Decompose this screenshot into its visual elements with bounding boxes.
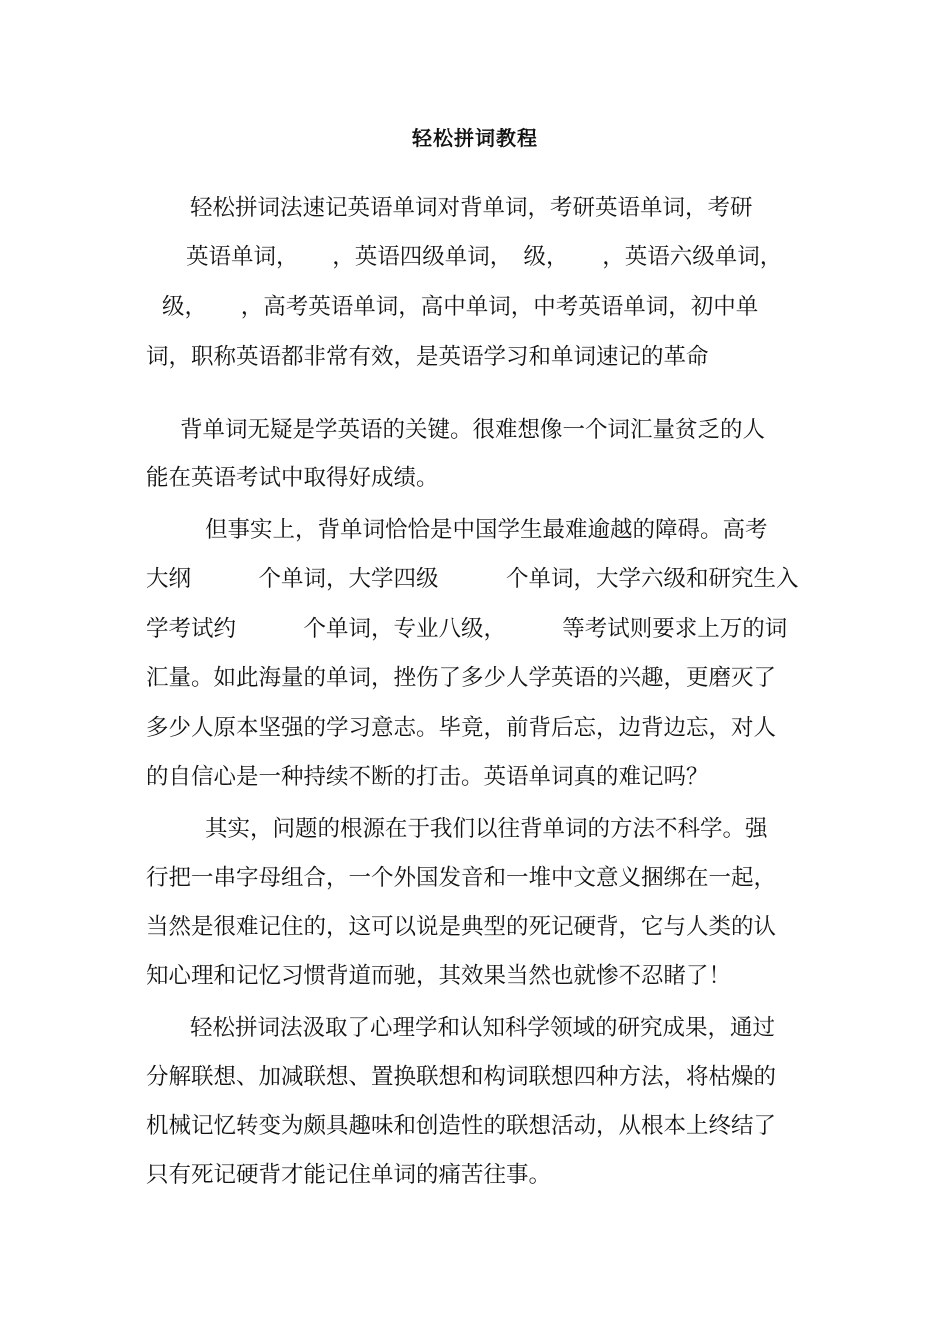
paragraph-3-line-1: 但事实上，背单词恰恰是中国学生最难逾越的障碍。高考 bbox=[205, 517, 768, 543]
paragraph-2-line-2: 能在英语考试中取得好成绩。 bbox=[146, 465, 439, 491]
paragraph-2-line-1: 背单词无疑是学英语的关键。很难想像一个词汇量贫乏的人 bbox=[180, 417, 766, 443]
paragraph-4-line-2: 行把一串字母组合，一个外国发音和一堆中文意义捆绑在一起， bbox=[146, 865, 777, 891]
paragraph-3-line-4: 汇量。如此海量的单词，挫伤了多少人学英语的兴趣，更磨灭了 bbox=[146, 665, 777, 691]
paragraph-1-line-1: 轻松拼词法速记英语单词对背单词，考研英语单词，考研 bbox=[190, 195, 753, 221]
paragraph-5-line-1: 轻松拼词法汲取了心理学和认知科学领域的研究成果，通过 bbox=[190, 1015, 776, 1041]
document-title: 轻松拼词教程 bbox=[412, 126, 538, 150]
paragraph-4-line-1: 其实，问题的根源在于我们以往背单词的方法不科学。强 bbox=[205, 816, 768, 842]
paragraph-1-line-2: 英语单词， ，英语四级单词， 级， ，英语六级单词， bbox=[186, 244, 783, 270]
paragraph-4-line-3: 当然是很难记住的，这可以说是典型的死记硬背，它与人类的认 bbox=[146, 914, 777, 940]
paragraph-5-line-3: 机械记忆转变为颇具趣味和创造性的联想活动，从根本上终结了 bbox=[146, 1113, 777, 1139]
paragraph-5-line-4: 只有死记硬背才能记住单词的痛苦往事。 bbox=[146, 1162, 552, 1188]
paragraph-3-line-5: 多少人原本坚强的学习意志。毕竟，前背后忘，边背边忘，对人 bbox=[146, 715, 777, 741]
paragraph-5-line-2: 分解联想、加减联想、置换联想和构词联想四种方法，将枯燥的 bbox=[146, 1064, 777, 1090]
paragraph-3-line-2: 大纲 个单词，大学四级 个单词，大学六级和研究生入 bbox=[146, 566, 799, 592]
paragraph-3-line-3: 学考试约 个单词，专业八级， 等考试则要求上万的词 bbox=[146, 616, 788, 642]
paragraph-4-line-4: 知心理和记忆习惯背道而驰，其效果当然也就惨不忍睹了！ bbox=[146, 963, 732, 989]
paragraph-1-line-4: 词，职称英语都非常有效，是英语学习和单词速记的革命 bbox=[146, 344, 709, 370]
paragraph-3-line-6: 的自信心是一种持续不断的打击。英语单词真的难记吗？ bbox=[146, 764, 709, 790]
paragraph-1-line-3: 级， ，高考英语单词，高中单词，中考英语单词，初中单 bbox=[162, 294, 759, 320]
